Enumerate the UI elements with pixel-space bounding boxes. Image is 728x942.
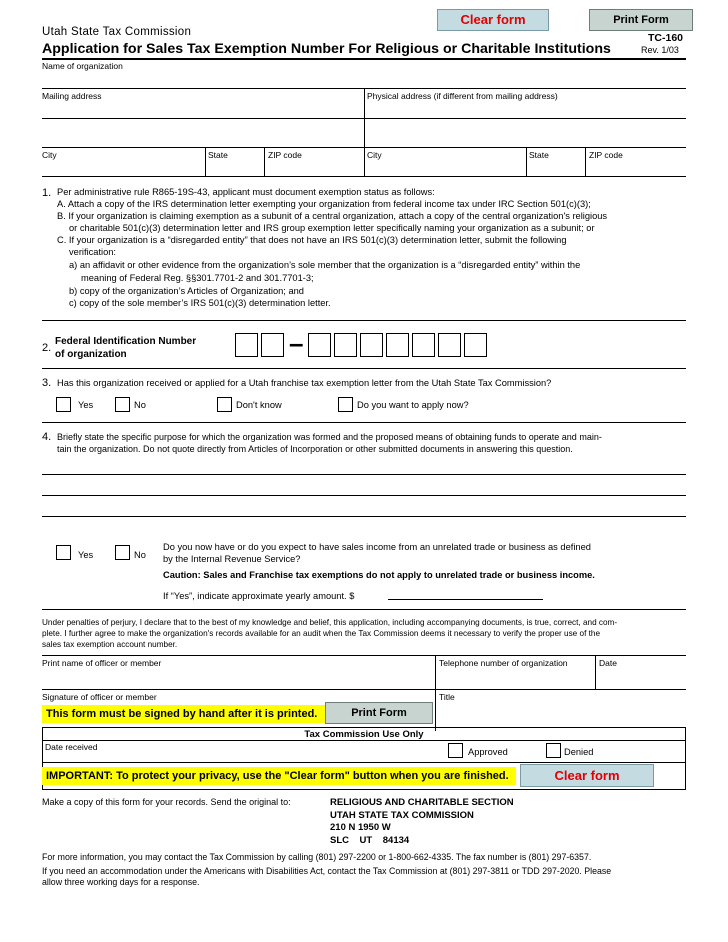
- unrelated-no-checkbox[interactable]: [115, 545, 130, 560]
- q1-line: meaning of Federal Reg. §§301.7701-2 and 301.7701-3;: [81, 273, 314, 283]
- address-line: UTAH STATE TAX COMMISSION: [330, 809, 474, 821]
- unrelated-question: Do you now have or do you expect to have sales income from an unrelated trade or business as defined: [163, 542, 591, 552]
- city-label-2: City: [367, 150, 382, 160]
- divider: [42, 58, 686, 60]
- unrelated-yes-label: Yes: [78, 550, 94, 560]
- perjury-text: Under penalties of perjury, I declare that to the best of my knowledge and belief, this application, including accompanying documents, is true, correct, and com-: [42, 618, 618, 627]
- q4-number: 4.: [42, 431, 52, 443]
- q2-number: 2.: [42, 342, 52, 354]
- answer-line[interactable]: [42, 495, 686, 496]
- contact-info: For more information, you may contact the Tax Commission by calling (801) 297-2200 or 1-800-662-4335. The fax number is (801) 297-6357.: [42, 852, 592, 862]
- q1-line: a) an affidavit or other evidence from the organization’s sole member that the organization is a “disregarded entity” within the: [69, 260, 581, 270]
- divider: [595, 655, 596, 689]
- city-label: City: [42, 150, 57, 160]
- q3-yes-label: Yes: [78, 400, 94, 410]
- ein-digit-box[interactable]: [235, 333, 258, 357]
- form-revision: Rev. 1/03: [641, 45, 679, 55]
- ein-dash: –: [289, 328, 304, 358]
- denied-checkbox[interactable]: [546, 743, 561, 758]
- divider: [42, 609, 686, 610]
- divider: [42, 368, 686, 369]
- title-label: Title: [439, 692, 455, 702]
- q3-dont-know-checkbox[interactable]: [217, 397, 232, 412]
- state-label: State: [208, 150, 228, 160]
- mailing-address: [330, 797, 514, 847]
- q3-number: 3.: [42, 377, 52, 389]
- q3-text: Has this organization received or applied for a Utah franchise tax exemption letter from the Utah State Tax Commission?: [57, 378, 552, 388]
- divider: [585, 147, 586, 176]
- q1-line: verification:: [69, 247, 117, 257]
- divider: [42, 118, 686, 119]
- denied-label: Denied: [564, 747, 594, 757]
- date-label: Date: [599, 658, 617, 668]
- q3-apply-label: Do you want to apply now?: [357, 400, 469, 410]
- q4-text: tain the organization. Do not quote directly from Articles of Incorporation or other submitted documents in answering this question.: [57, 444, 573, 454]
- divider: [42, 689, 686, 690]
- address-line: RELIGIOUS AND CHARITABLE SECTION: [330, 797, 514, 808]
- divider: [42, 147, 686, 148]
- form-id: TC-160: [648, 32, 684, 44]
- page-title: Application for Sales Tax Exemption Number For Religious or Charitable Institutions: [42, 41, 611, 57]
- address-line: 210 N 1950 W: [330, 822, 391, 833]
- ein-digit-box[interactable]: [360, 333, 383, 357]
- q4-text: Briefly state the specific purpose for which the organization was formed and the proposed means of obtaining funds to operate and main-: [57, 432, 602, 442]
- unrelated-question-2: by the Internal Revenue Service?: [163, 554, 301, 564]
- signature-label: Signature of officer or member: [42, 692, 157, 702]
- print-form-button-2[interactable]: Print Form: [325, 702, 433, 724]
- q1-number: 1.: [42, 187, 52, 199]
- ein-label: Federal Identification Number: [55, 336, 197, 347]
- phone-label: Telephone number of organization: [439, 658, 568, 668]
- caution-text: Caution: Sales and Franchise tax exemptions do not apply to unrelated trade or business income.: [163, 570, 595, 580]
- divider: [364, 88, 365, 176]
- zip-label: ZIP code: [268, 150, 302, 160]
- q1-line: A. Attach a copy of the IRS determination letter exempting your organization from federal income tax under IRC Section 501(c)(3);: [57, 199, 591, 209]
- sign-warning: This form must be signed by hand after it is printed.: [42, 705, 325, 723]
- perjury-text: plete. I further agree to make the organization's records available for an audit when the Tax Commission deems it necessary to verify the proper use of the: [42, 629, 600, 638]
- divider: [42, 320, 686, 321]
- q1-line: C. If your organization is a “disregarded entity” that does not have an IRS 501(c)(3) determination letter, submit the following: [57, 235, 567, 245]
- q1-line: b) copy of the organization’s Articles of Organization; and: [69, 286, 304, 296]
- ein-digit-box[interactable]: [464, 333, 487, 357]
- mailing-address-label: Mailing address: [42, 91, 102, 101]
- ein-digit-box[interactable]: [261, 333, 284, 357]
- answer-line[interactable]: [42, 474, 686, 475]
- org-name-label: Name of organization: [42, 61, 123, 71]
- divider: [42, 740, 686, 741]
- divider: [205, 147, 206, 176]
- unrelated-no-label: No: [134, 550, 146, 560]
- answer-line[interactable]: [42, 516, 686, 517]
- print-form-button[interactable]: Print Form: [589, 9, 693, 31]
- approved-checkbox[interactable]: [448, 743, 463, 758]
- commission-name: Utah State Tax Commission: [42, 26, 192, 38]
- clear-form-button[interactable]: Clear form: [437, 9, 549, 31]
- q3-dont-know-label: Don't know: [236, 400, 282, 410]
- accommodation-info: If you need an accommodation under the Americans with Disabilities Act, contact the Tax Commission at (801) 297-3811 or TDD 297-2020. Please: [42, 866, 612, 876]
- q3-no-checkbox[interactable]: [115, 397, 130, 412]
- divider: [264, 147, 265, 176]
- copy-instruction: Make a copy of this form for your records. Send the original to:: [42, 797, 291, 807]
- address-line: SLC UT 84134: [330, 834, 410, 846]
- accommodation-info-2: allow three working days for a response.: [42, 877, 200, 887]
- q3-no-label: No: [134, 400, 146, 410]
- zip-label-2: ZIP code: [589, 150, 623, 160]
- divider: [42, 176, 686, 177]
- q1-line: B. If your organization is claiming exemption as a subunit of a central organization, attach a copy of the central organization's religious: [57, 211, 608, 221]
- perjury-text: sales tax exemption account number.: [42, 640, 178, 649]
- divider: [526, 147, 527, 176]
- q1-line: Per administrative rule R865-19S-43, applicant must document exemption status as follows:: [57, 187, 435, 197]
- print-name-label: Print name of officer or member: [42, 658, 162, 668]
- amount-label: If “Yes”, indicate approximate yearly amount. $: [163, 591, 355, 601]
- clear-form-button-2[interactable]: Clear form: [520, 764, 654, 787]
- ein-digit-box[interactable]: [386, 333, 409, 357]
- ein-label-2: of organization: [55, 349, 127, 360]
- approved-label: Approved: [468, 747, 508, 757]
- physical-address-label: Physical address (if different from mailing address): [367, 91, 558, 101]
- q1-line: or charitable 501(c)(3) determination letter and IRS group exemption letter specifically naming your organization as a subunit; or: [69, 223, 595, 233]
- ein-digit-box[interactable]: [308, 333, 331, 357]
- q1-line: c) copy of the sole member’s IRS 501(c)(3) determination letter.: [69, 298, 331, 308]
- divider: [42, 422, 686, 423]
- divider: [435, 655, 436, 731]
- ein-digit-box[interactable]: [438, 333, 461, 357]
- amount-field[interactable]: [388, 599, 543, 600]
- date-received-label: Date received: [45, 742, 98, 752]
- office-use-header: Tax Commission Use Only: [304, 729, 424, 740]
- unrelated-yes-checkbox[interactable]: [56, 545, 71, 560]
- divider: [42, 762, 686, 763]
- ein-digit-box[interactable]: [334, 333, 357, 357]
- q3-yes-checkbox[interactable]: [56, 397, 71, 412]
- privacy-warning: IMPORTANT: To protect your privacy, use the "Clear form" button when you are finished.: [42, 767, 516, 785]
- q3-apply-checkbox[interactable]: [338, 397, 353, 412]
- ein-digit-box[interactable]: [412, 333, 435, 357]
- state-label-2: State: [529, 150, 549, 160]
- divider: [42, 655, 686, 656]
